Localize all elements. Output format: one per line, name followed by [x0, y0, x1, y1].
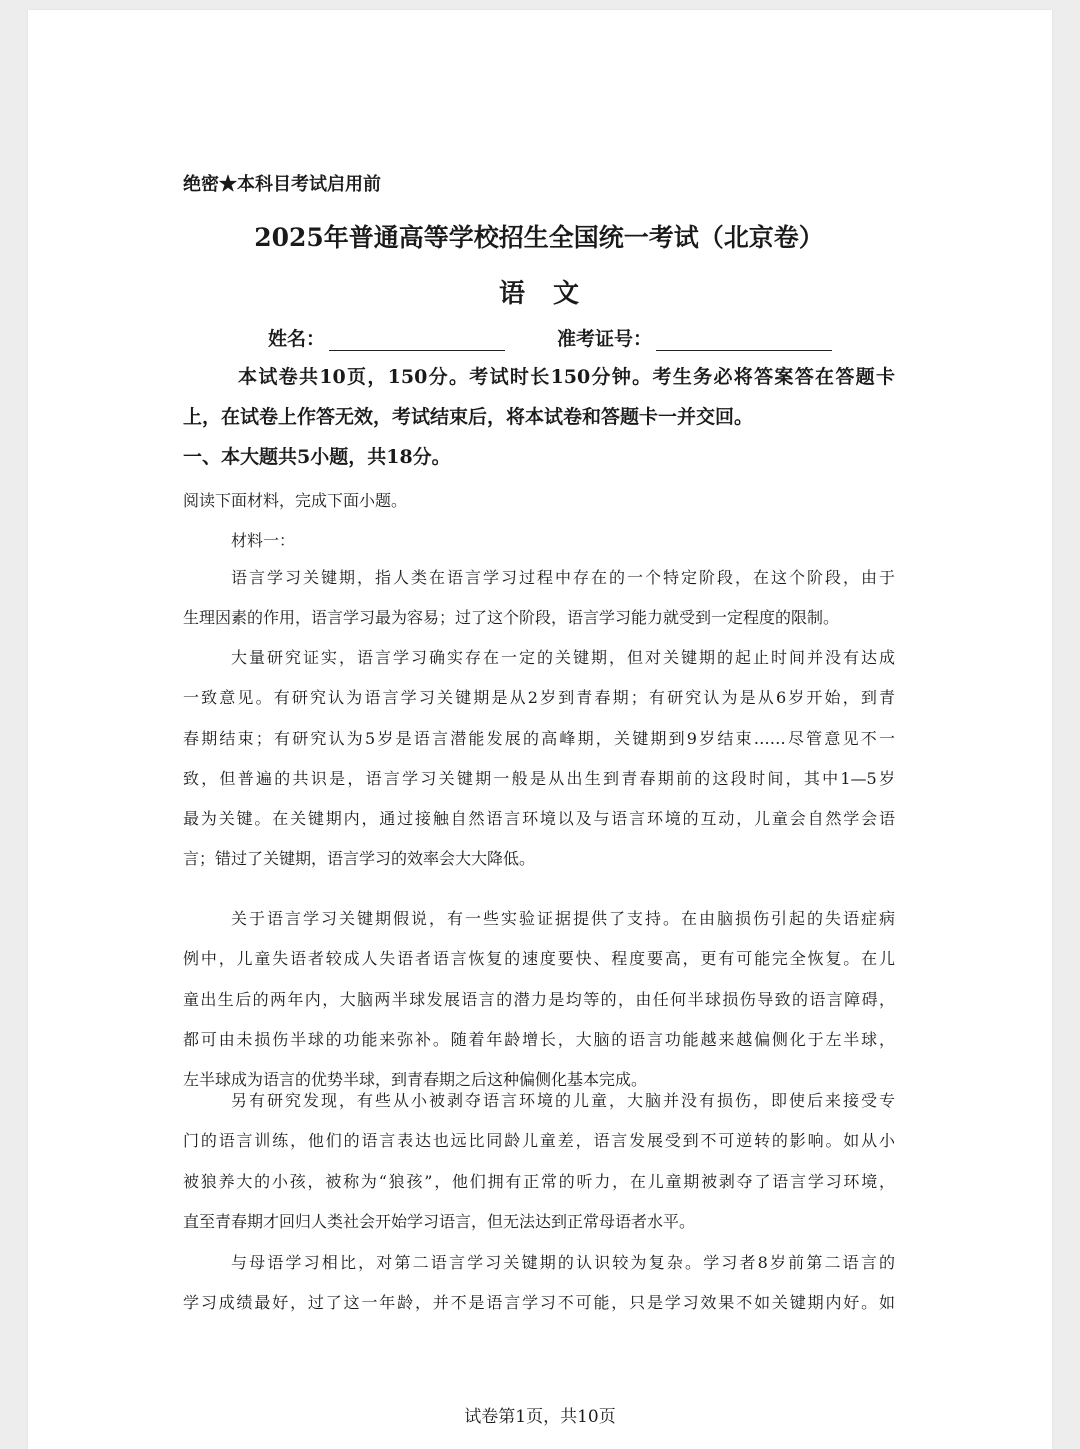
paragraph-line: 大量研究证实，语言学习确实存在一定的关键期，但对关键期的起止时间并没有达成 [231, 648, 895, 667]
paragraph-line: 学习成绩最好，过了这一年龄，并不是语言学习不可能，只是学习效果不如关键期内好。如 [183, 1293, 895, 1313]
paragraph-line: 关于语言学习关键期假说，有一些实验证据提供了支持。在由脑损伤引起的失语症病 [231, 909, 895, 928]
id-field [557, 324, 832, 351]
name-blank [329, 328, 505, 351]
instruction-line: 本试卷共10页，150分。考试时长150分钟。考生务必将答案答在答题卡 [238, 366, 895, 388]
paragraph-line: 门的语言训练，他们的语言表达也远比同龄儿童差，语言发展受到不可逆转的影响。如从小 [183, 1131, 895, 1151]
paragraph-line: 春期结束；有研究认为5岁是语言潜能发展的高峰期，关键期到9岁结束……尽管意见不一 [183, 728, 895, 748]
reading-prompt: 阅读下面材料，完成下面小题。 [183, 491, 408, 510]
section-heading: 一、本大题共5小题，共18分。 [183, 446, 451, 468]
paragraph-line: 直至青春期才回归人类社会开始学习语言，但无法达到正常母语者水平。 [183, 1211, 696, 1231]
paragraph-line: 一致意见。有研究认为语言学习关键期是从2岁到青春期；有研究认为是从6岁开始，到青 [183, 688, 895, 708]
paragraph-line: 另有研究发现，有些从小被剥夺语言环境的儿童，大脑并没有损伤，即使后来接受专 [231, 1091, 895, 1110]
paragraph-line: 语言学习关键期，指人类在语言学习过程中存在的一个特定阶段，在这个阶段，由于 [231, 568, 895, 587]
paragraph-line: 与母语学习相比，对第二语言学习关键期的认识较为复杂。学习者8岁前第二语言的 [231, 1253, 895, 1272]
name-label: 姓名： [268, 328, 326, 350]
paragraph-line: 都可由未损伤半球的功能来弥补。随着年龄增长，大脑的语言功能越来越偏侧化于左半球， [183, 1029, 895, 1049]
paragraph [183, 1081, 895, 1242]
instructions [183, 357, 895, 437]
paragraph-line: 生理因素的作用，语言学习最为容易；过了这个阶段，语言学习能力就受到一定程度的限制。 [183, 608, 840, 628]
material-label: 材料一： [231, 531, 296, 550]
name-field [268, 324, 505, 351]
instruction-line: 上，在试卷上作答无效，考试结束后，将本试卷和答题卡一并交回。 [183, 406, 754, 428]
paragraph [183, 1243, 895, 1324]
paragraph [183, 899, 895, 1100]
page-footer: 试卷第1页，共10页 [464, 1407, 616, 1427]
confidential-label: 绝密★本科目考试启用前 [183, 174, 381, 195]
paragraph [183, 558, 895, 639]
paragraph-line: 童出生后的两年内，大脑两半球发展语言的潜力是均等的，由任何半球损伤导致的语言障碍， [183, 989, 895, 1009]
paragraph-line: 例中，儿童失语者较成人失语者语言恢复的速度要快、程度要高，更有可能完全恢复。在儿 [183, 949, 895, 969]
exam-title: 2025年普通高等学校招生全国统一考试（北京卷） [254, 223, 824, 252]
exam-page [28, 10, 1052, 1449]
id-label: 准考证号： [557, 328, 653, 350]
paragraph-line: 致，但普遍的共识是，语言学习关键期一般是从出生到青春期前的这段时间，其中1—5岁 [183, 768, 895, 788]
paragraph-line: 被狼养大的小孩，被称为“狼孩”，他们拥有正常的听力，在儿童期被剥夺了语言学习环境， [183, 1171, 895, 1191]
subject-title: 语文 [498, 279, 607, 309]
id-blank [656, 328, 832, 351]
paragraph [183, 638, 895, 880]
paragraph-line: 言；错过了关键期，语言学习的效率会大大降低。 [183, 849, 536, 869]
paragraph-line: 左半球成为语言的优势半球，到青春期之后这种偏侧化基本完成。 [183, 1070, 648, 1090]
paragraph-line: 最为关键。在关键期内，通过接触自然语言环境以及与语言环境的互动，儿童会自然学会语 [183, 809, 895, 829]
